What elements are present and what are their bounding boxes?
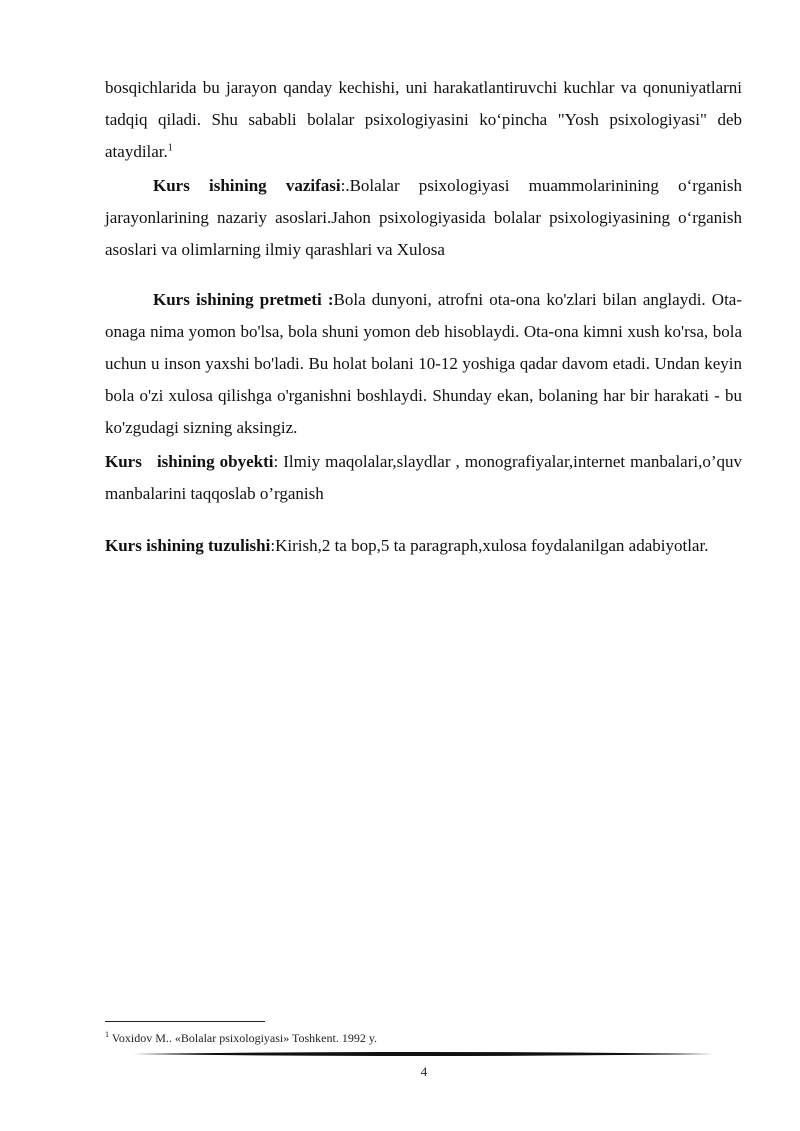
vazifasi-text: :.Bolalar psixologiyasi muammolarinining o‘rganish jarayonlarining nazariy asoslari.Jahon psixologiyasida bolalar psixologiyasining o‘rganish asoslari va olimlarning ilmiy qarashlari va Xulosa — [105, 176, 742, 259]
pretmeti-text: Bola dunyoni, atrofni ota-ona ko'zlari bilan anglaydi. Ota-onaga nima yomon bo'lsa, bola shuni yomon deb hisoblaydi. Ota-ona kimni xush ko'rsa, bola uchun u inson yaxshi bo'ladi. Bu holat bolani 10-12 yoshiga qadar davom etadi. Undan keyin bola o'zi xulosa qilishga o'rganishni boshlaydi. Shunday ekan, bolaning har bir harakati - bu ko'zgudagi sizning aksingiz. — [105, 290, 742, 437]
footnote-separator — [105, 1021, 265, 1022]
paragraph-intro — [105, 72, 742, 168]
tuzulishi-text: :Kirish,2 ta bop,5 ta paragraph,xulosa foydalanilgan adabiyotlar. — [270, 536, 709, 555]
paragraph-vazifasi — [105, 170, 742, 266]
footer-decorative-line — [133, 1051, 713, 1057]
footnote — [105, 1030, 377, 1046]
paragraph-obyekti — [105, 446, 742, 510]
footnote-reference[interactable]: 1 — [167, 142, 173, 154]
paragraph-tuzulishi — [105, 530, 742, 562]
vazifasi-label: Kurs ishining vazifasi — [153, 176, 341, 195]
obyekti-label: Kurs ishining obyekti — [105, 452, 274, 471]
footnote-mark: 1 — [105, 1030, 109, 1039]
paragraph-pretmeti — [105, 284, 742, 444]
footnote-text: Voxidov M.. «Bolalar psixologiyasi» Toshkent. 1992 y. — [109, 1031, 378, 1045]
tuzulishi-label: Kurs ishining tuzulishi — [105, 536, 271, 555]
pretmeti-label: Kurs ishining pretmeti : — [153, 290, 334, 309]
obyekti-text: : Ilmiy maqolalar,slaydlar , monografiyalar,internet manbalari,o’quv manbalarini taqqoslab o’rganish — [105, 452, 743, 503]
paragraph-intro-text: bosqichlarida bu jarayon qanday kechishi, uni harakatlantiruvchi kuchlar va qonuniyatlarni tadqiq qiladi. Shu sababli bolalar psixologiyasini ko‘pincha "Yosh psixologiyasi" deb ataydilar. — [105, 78, 742, 161]
page-number: 4 — [420, 1064, 428, 1079]
